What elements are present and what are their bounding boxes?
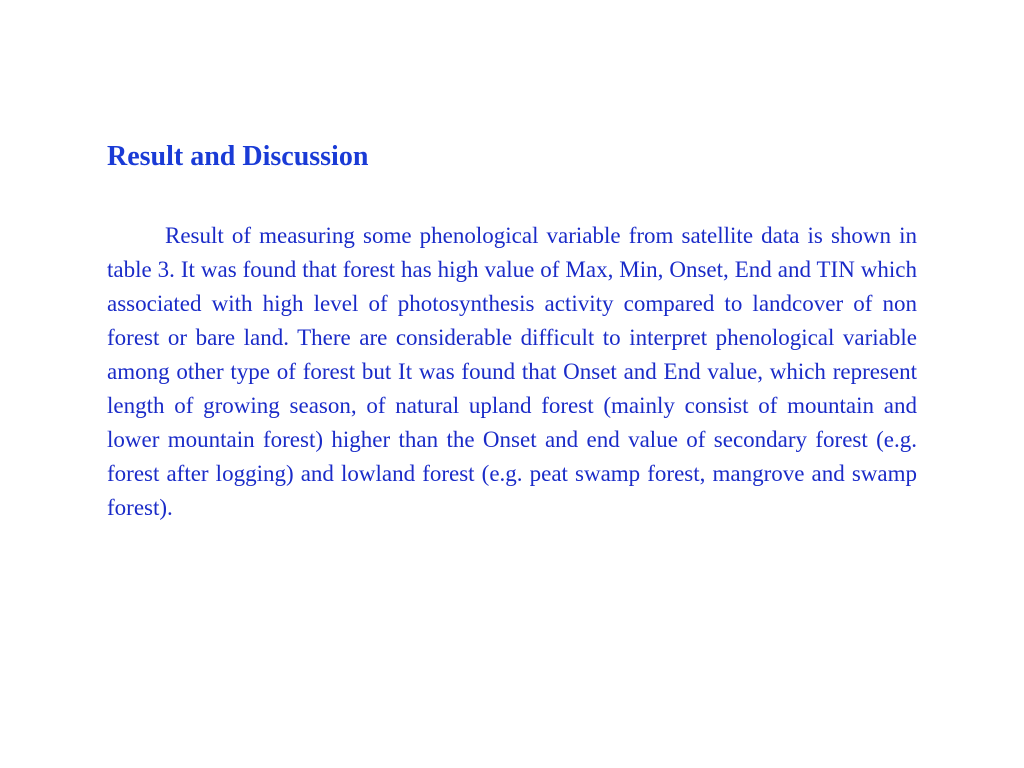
body-paragraph: Result of measuring some phenological variable from satellite data is shown in table 3. It was found that forest has high value of Max, Min, Onset, End and TIN which associated with high level of photosynthesis activity compared to landcover of non forest or bare land. There are considerable difficult to interpret phenological variable among other type of forest but It was found that Onset and End value, which represent length of growing season, of natural upland forest (mainly consist of mountain and lower mountain forest) higher than the Onset and end value of secondary forest (e.g. forest after logging) and lowland forest (e.g. peat swamp forest, mangrove and swamp forest). (107, 223, 917, 520)
section-heading: Result and Discussion (107, 141, 369, 172)
